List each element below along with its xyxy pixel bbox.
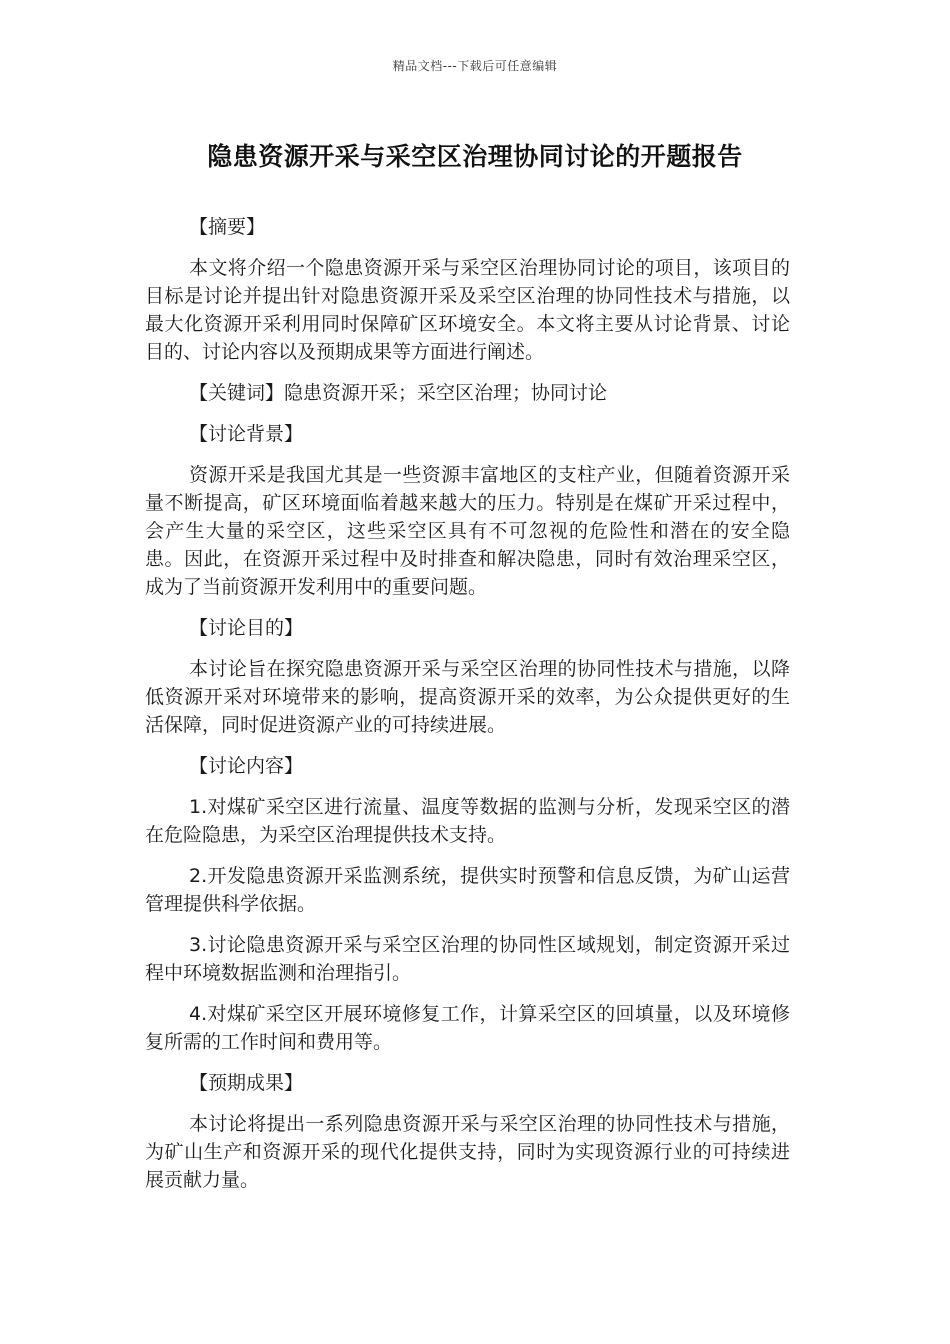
document-body	[145, 213, 790, 1207]
content-item-3: 3.讨论隐患资源开采与采空区治理的协同性区域规划，制定资源开采过程中环境数据监测和治理指引。	[145, 934, 790, 984]
abstract-heading: 【摘要】	[189, 216, 266, 238]
purpose-text: 本讨论旨在探究隐患资源开采与采空区治理的协同性技术与措施，以降低资源开采对环境带来的影响，提高资源开采的效率，为公众提供更好的生活保障，同时促进资源产业的可持续进展。	[145, 658, 790, 736]
header-note: 精品文档---下载后可任意编辑	[392, 59, 558, 73]
results-heading: 【预期成果】	[189, 1072, 304, 1094]
document-title: 隐患资源开采与采空区治理协同讨论的开题报告	[207, 142, 743, 171]
abstract-text: 本文将介绍一个隐患资源开采与采空区治理协同讨论的项目，该项目的目标是讨论并提出针对隐患资源开采及采空区治理的协同性技术与措施，以最大化资源开采利用同时保障矿区环境安全。本文将主要从讨论背景、讨论目的、讨论内容以及预期成果等方面进行阐述。	[145, 257, 790, 363]
results-text: 本讨论将提出一系列隐患资源开采与采空区治理的协同性技术与措施，为矿山生产和资源开采的现代化提供支持，同时为实现资源行业的可持续进展贡献力量。	[145, 1113, 790, 1191]
background-heading: 【讨论背景】	[189, 423, 304, 445]
content-item-2: 2.开发隐患资源开采监测系统，提供实时预警和信息反馈，为矿山运营管理提供科学依据。	[145, 865, 790, 915]
content-item-4: 4.对煤矿采空区开展环境修复工作，计算采空区的回填量，以及环境修复所需的工作时间和费用等。	[145, 1003, 790, 1053]
keywords-line: 【关键词】隐患资源开采；采空区治理；协同讨论	[189, 382, 608, 404]
content-item-1: 1.对煤矿采空区进行流量、温度等数据的监测与分析，发现采空区的潜在危险隐患，为采空区治理提供技术支持。	[145, 796, 790, 846]
background-text: 资源开采是我国尤其是一些资源丰富地区的支柱产业，但随着资源开采量不断提高，矿区环境面临着越来越大的压力。特别是在煤矿开采过程中，会产生大量的采空区，这些采空区具有不可忽视的危险性和潜在的安全隐患。因此，在资源开采过程中及时排查和解决隐患，同时有效治理采空区，成为了当前资源开发利用中的重要问题。	[145, 464, 790, 598]
content-heading: 【讨论内容】	[189, 755, 304, 777]
purpose-heading: 【讨论目的】	[189, 617, 304, 639]
